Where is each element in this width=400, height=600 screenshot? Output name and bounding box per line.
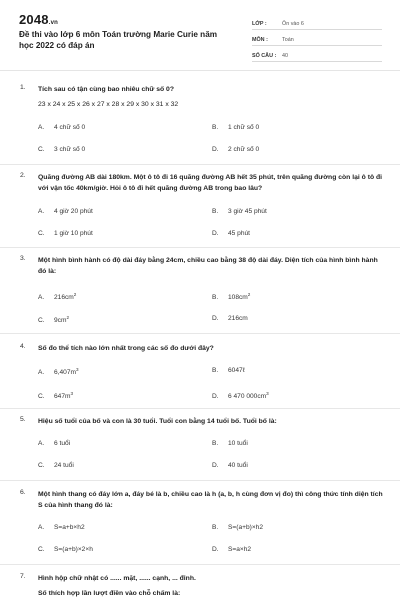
option-d[interactable] <box>212 230 250 237</box>
option-a[interactable] <box>38 440 70 447</box>
option-superscript: 3 <box>70 391 74 396</box>
option-letter: C. <box>38 230 45 237</box>
option-text: 10 tuổi <box>228 440 248 447</box>
logo-text: 2048 <box>19 12 49 27</box>
question-number: 1. <box>20 84 26 91</box>
option-text: 3 giờ 45 phút <box>228 208 267 215</box>
option-letter: B. <box>212 294 219 302</box>
option-letter: B. <box>212 367 219 374</box>
option-a[interactable] <box>38 208 93 215</box>
logo-tld: .vn <box>48 20 59 26</box>
option-text: 216cm <box>228 315 248 322</box>
option-b[interactable] <box>212 124 259 131</box>
question-divider <box>0 247 400 248</box>
option-d[interactable] <box>212 462 248 469</box>
option-d[interactable] <box>212 146 259 153</box>
header-divider <box>0 70 400 71</box>
option-c[interactable] <box>38 315 69 324</box>
option-b[interactable] <box>212 367 245 374</box>
option-superscript: 3 <box>76 367 79 372</box>
option-letter: C. <box>38 546 45 553</box>
meta-label: SỐ CÂU : <box>252 53 277 59</box>
option-letter: C. <box>38 462 45 469</box>
meta-label: MÔN : <box>252 37 268 43</box>
question-text: Tích sau có tận cùng bao nhiêu chữ số 0? <box>38 86 174 93</box>
question-divider <box>0 408 400 409</box>
meta-row-subject <box>252 30 382 46</box>
question-number: 3. <box>20 255 26 262</box>
option-letter: B. <box>212 440 219 447</box>
option-a[interactable] <box>38 124 85 131</box>
option-text: 2 chữ số 0 <box>228 146 260 153</box>
option-text: 6,407m <box>54 369 76 377</box>
option-b[interactable] <box>212 440 248 447</box>
option-text: S=(a+b)×2×h <box>54 546 93 553</box>
option-b[interactable] <box>212 524 263 531</box>
option-a[interactable] <box>38 292 76 301</box>
option-superscript: 2 <box>66 315 70 320</box>
option-text: S=(a+b)×h2 <box>228 524 264 531</box>
option-letter: B. <box>212 124 219 131</box>
question-text: Một hình thang có đáy lớn a, đáy bé là b, chiều cao là h (a, b, h cùng đơn vị đo) thì công thức tính diện tích S của hình thang đó là: <box>38 491 383 509</box>
option-text: 6 470 000cm <box>228 393 267 401</box>
option-text: 6 tuổi <box>54 440 71 447</box>
option-text: 216cm <box>54 294 74 302</box>
option-letter: D. <box>212 462 219 469</box>
option-text: 6047ℓ <box>228 367 245 374</box>
option-letter: B. <box>212 208 219 215</box>
option-text: S=a×h2 <box>228 546 252 553</box>
option-letter: C. <box>38 393 45 401</box>
question-number: 2. <box>20 172 26 179</box>
option-text: 9cm <box>54 317 67 325</box>
option-superscript: 2 <box>247 292 251 297</box>
option-letter: A. <box>38 294 45 302</box>
option-b[interactable] <box>212 208 267 215</box>
option-text: 4 giờ 20 phút <box>54 208 93 215</box>
question-text: Hình hộp chữ nhật có ...... mặt, ...... cạnh, ... đỉnh. <box>38 575 196 582</box>
question-divider <box>0 480 400 481</box>
meta-label: LỚP : <box>252 21 267 27</box>
option-superscript: 2 <box>73 292 77 297</box>
option-b[interactable] <box>212 292 250 301</box>
question-divider <box>0 164 400 165</box>
option-letter: D. <box>212 315 219 322</box>
question-divider <box>0 564 400 565</box>
option-superscript: 3 <box>266 391 269 396</box>
meta-row-count <box>252 46 382 62</box>
meta-value: 40 <box>282 53 288 59</box>
option-text: 108cm <box>228 294 248 302</box>
option-text: S=a+b×h2 <box>54 524 85 531</box>
option-text: 40 tuổi <box>228 462 248 469</box>
question-text: Số đo thể tích nào lớn nhất trong các số đo dưới đây? <box>38 345 214 352</box>
question-subtext: Số thích hợp lần lượt điền vào chỗ chấm là: <box>38 590 181 597</box>
option-a[interactable] <box>38 367 79 376</box>
option-c[interactable] <box>38 230 93 237</box>
question-number: 7. <box>20 573 26 580</box>
option-letter: A. <box>38 440 45 447</box>
option-letter: D. <box>212 146 219 153</box>
meta-value: Ôn vào 6 <box>282 21 304 27</box>
question-number: 6. <box>20 489 26 496</box>
option-text: 24 tuổi <box>54 462 74 469</box>
document-header <box>0 0 400 66</box>
site-logo[interactable] <box>19 12 58 27</box>
option-d[interactable] <box>212 315 248 322</box>
option-a[interactable] <box>38 524 85 531</box>
option-letter: A. <box>38 124 45 131</box>
question-text: Một hình bình hành có độ dài đáy bằng 24cm, chiều cao bằng 38 độ dài đáy. Diện tích của hình bình hành đó là: <box>38 257 378 275</box>
question-text: Quãng đường AB dài 180km. Một ô tô đi 16 quãng đường AB hết 35 phút, trên quãng đường còn lại ô tô đi với vận tốc 40km/giờ. Hỏi ô tô đi hết quãng đường AB trong bao lâu? <box>38 174 383 192</box>
option-letter: A. <box>38 369 45 377</box>
option-text: 45 phút <box>228 230 250 237</box>
option-letter: C. <box>38 317 45 325</box>
option-letter: D. <box>212 546 219 553</box>
exam-meta <box>252 14 382 62</box>
option-letter: D. <box>212 393 219 401</box>
option-text: 647m <box>54 393 71 401</box>
option-letter: A. <box>38 524 45 531</box>
option-letter: B. <box>212 524 219 531</box>
question-number: 4. <box>20 343 26 350</box>
document-title: Đề thi vào lớp 6 môn Toán trường Marie Curie năm học 2022 có đáp án <box>19 30 218 50</box>
option-letter: C. <box>38 146 45 153</box>
option-letter: D. <box>212 230 219 237</box>
question-expression: 23 x 24 x 25 x 26 x 27 x 28 x 29 x 30 x 31 x 32 <box>38 101 179 108</box>
option-c[interactable] <box>38 546 93 553</box>
option-text: 4 chữ số 0 <box>54 124 86 131</box>
option-text: 1 chữ số 0 <box>228 124 260 131</box>
option-c[interactable] <box>38 146 85 153</box>
option-d[interactable] <box>212 391 269 400</box>
option-text: 1 giờ 10 phút <box>54 230 93 237</box>
option-d[interactable] <box>212 546 251 553</box>
option-c[interactable] <box>38 462 74 469</box>
question-divider <box>0 333 400 334</box>
meta-value: Toán <box>282 37 294 43</box>
option-c[interactable] <box>38 391 73 400</box>
option-letter: A. <box>38 208 45 215</box>
meta-row-grade <box>252 14 382 30</box>
question-text: Hiệu số tuổi của bố và con là 30 tuổi. Tuổi con bằng 14 tuổi bố. Tuổi bố là: <box>38 418 277 425</box>
question-number: 5. <box>20 416 26 423</box>
option-text: 3 chữ số 0 <box>54 146 86 153</box>
